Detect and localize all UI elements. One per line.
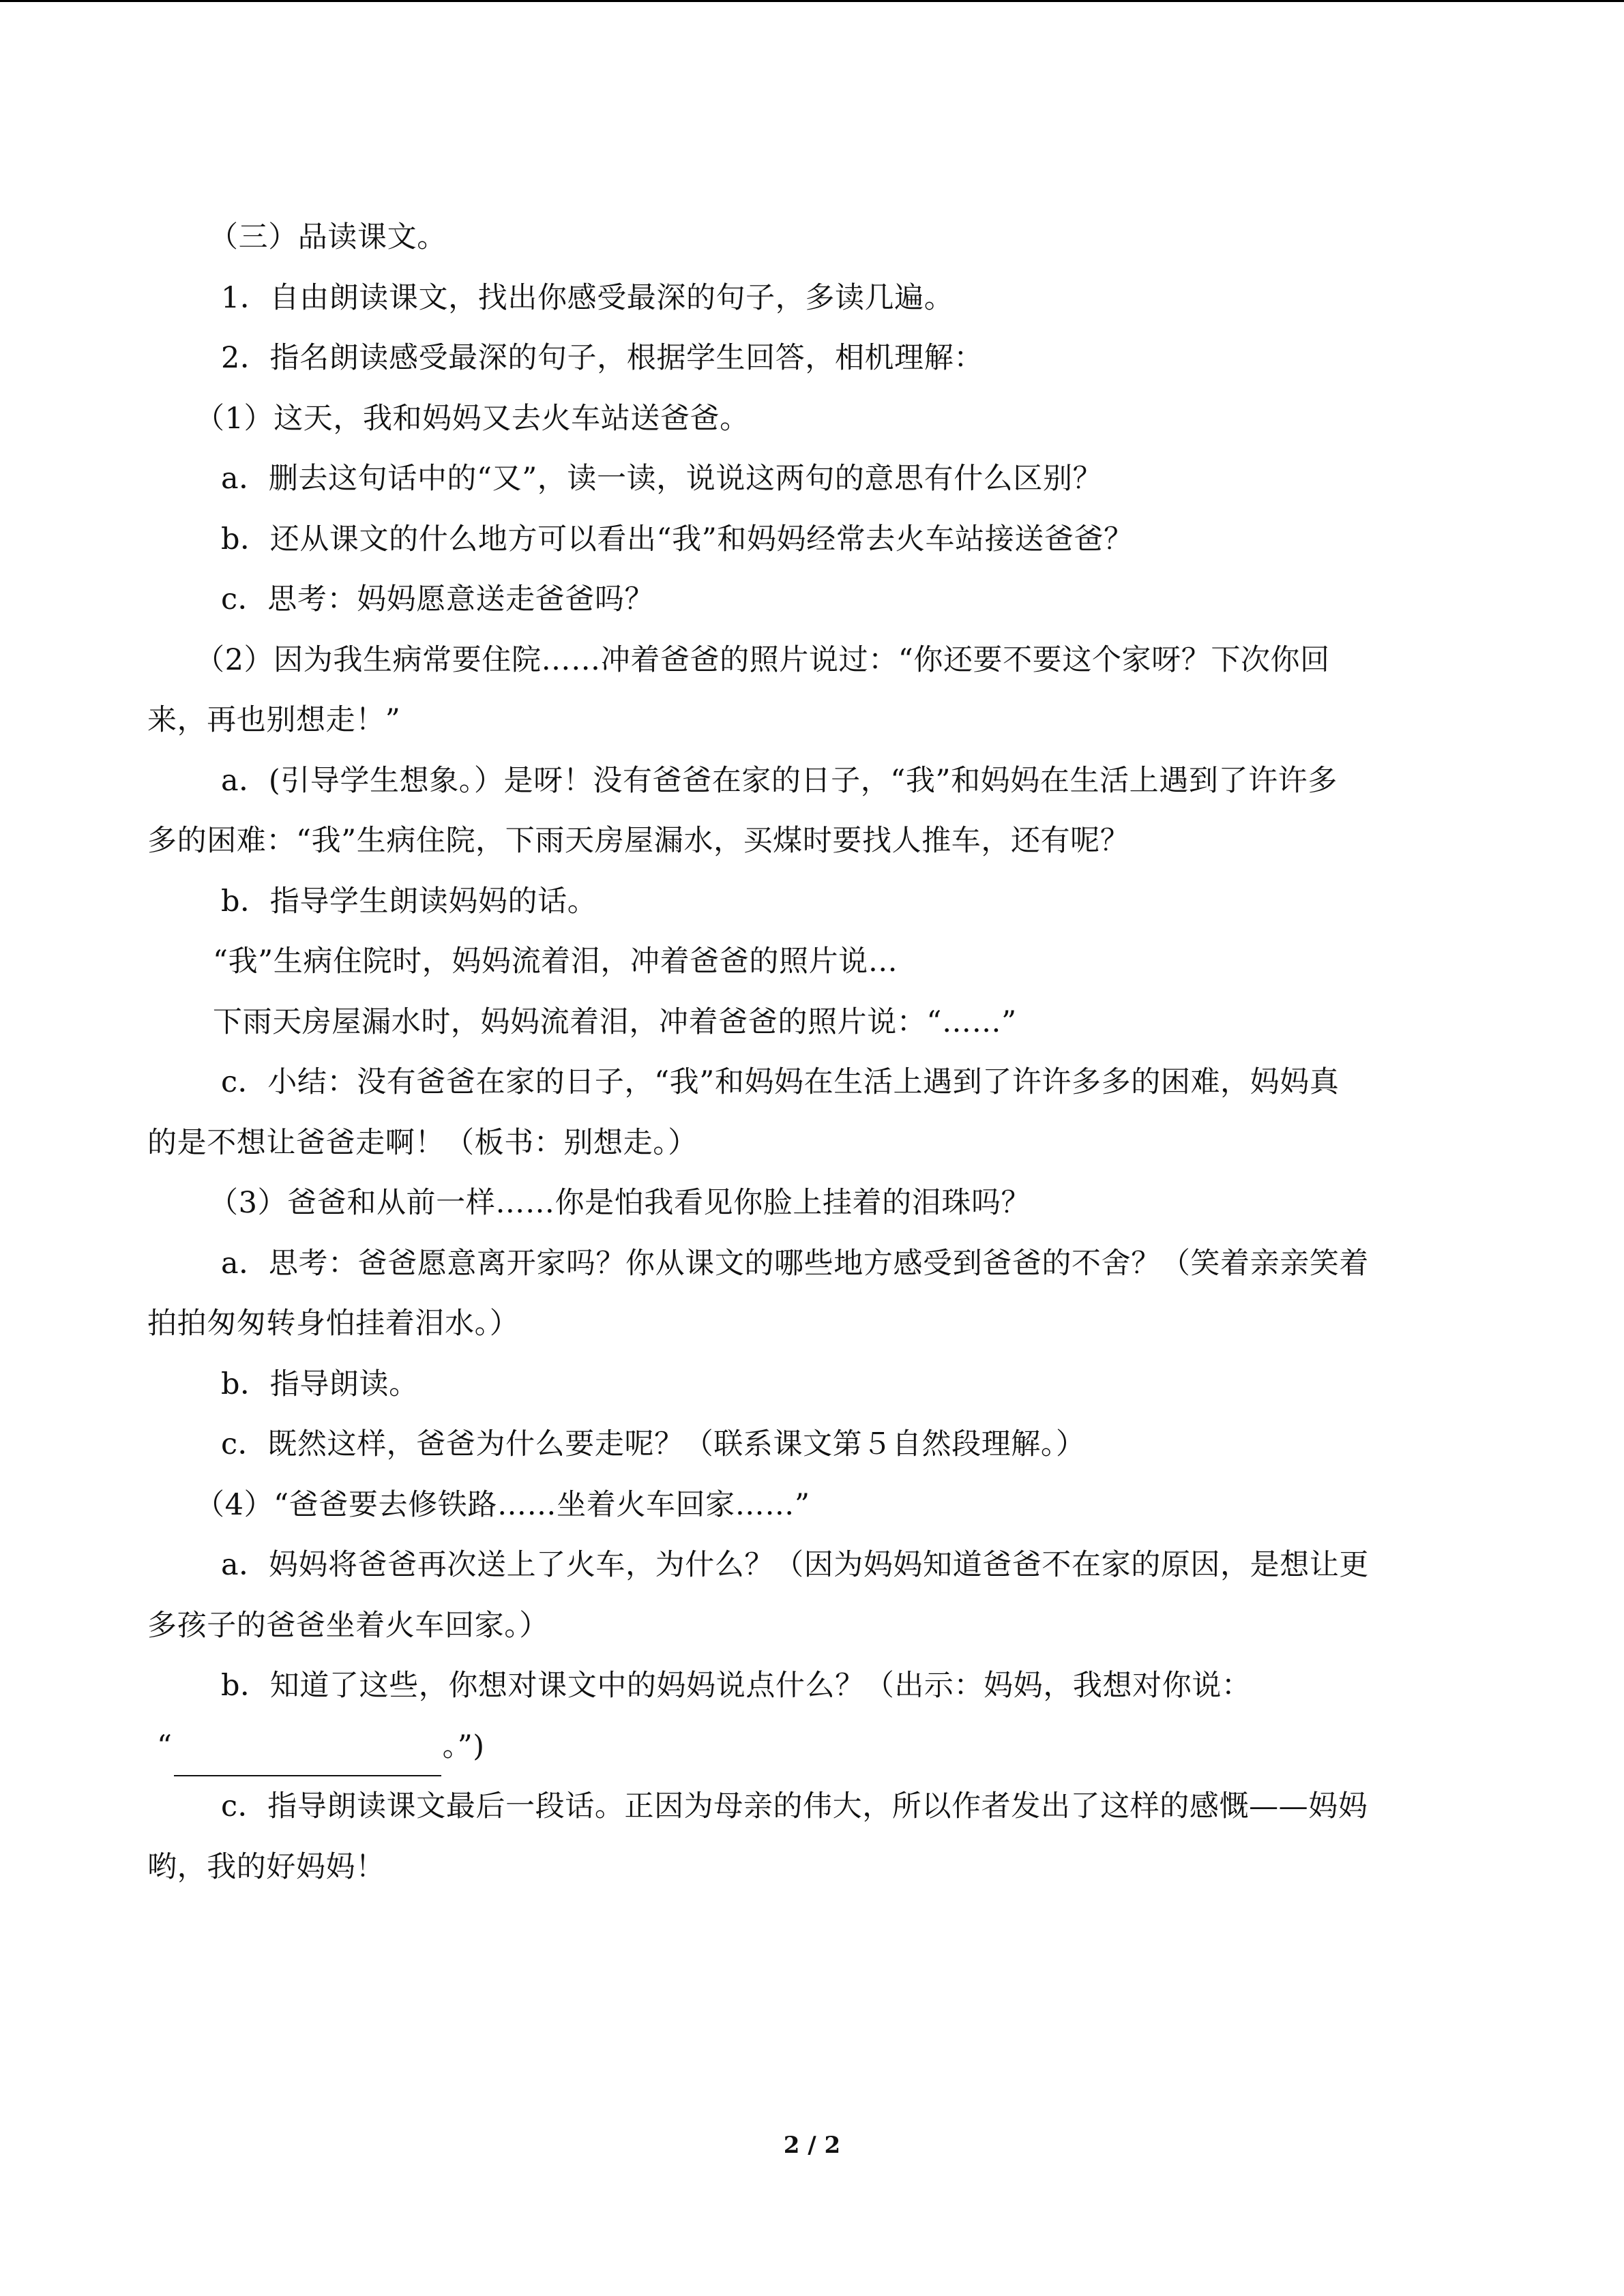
- paragraph-line: 多的困难：“我”生病住院，下雨天房屋漏水，买煤时要找人推车，还有呢？: [147, 824, 1130, 858]
- paragraph-line: （4）“爸爸要去修铁路……坐着火车回家……”: [195, 1487, 810, 1522]
- paragraph-line: 来，再也别想走！”: [147, 703, 401, 737]
- open-quote: “: [157, 1729, 173, 1763]
- paragraph-line: c．既然这样，爸爸为什么要走呢？（联系课文第５自然段理解。）: [221, 1427, 1086, 1461]
- fill-in-blank-line: [147, 1716, 1477, 1777]
- paragraph-line: 下雨天房屋漏水时，妈妈流着泪，冲着爸爸的照片说：“……”: [213, 1004, 1017, 1039]
- paragraph-line: b．知道了这些，你想对课文中的妈妈说点什么？（出示：妈妈，我想对你说：: [221, 1669, 1252, 1703]
- top-border-line: [0, 0, 1624, 2]
- paragraph-line: 哟，我的好妈妈！: [147, 1849, 385, 1884]
- answer-blank: [174, 1744, 441, 1776]
- paragraph-line: 1．自由朗读课文，找出你感受最深的句子，多读几遍。: [221, 280, 954, 315]
- paragraph-line: c．思考：妈妈愿意送走爸爸吗？: [221, 582, 655, 616]
- document-body: [147, 207, 1477, 1897]
- paragraph-line: （3）爸爸和从前一样……你是怕我看见你脸上挂着的泪珠吗？: [209, 1186, 1031, 1220]
- paragraph-line: （2）因为我生病常要住院……冲着爸爸的照片说过：“你还要不要这个家呀？下次你回: [195, 642, 1330, 677]
- paragraph-line: b．指导学生朗读妈妈的话。: [221, 884, 597, 919]
- paragraph-line: c．小结：没有爸爸在家的日子，“我”和妈妈在生活上遇到了许许多多的困难，妈妈真: [221, 1065, 1340, 1099]
- paragraph-line: 多孩子的爸爸坐着火车回家。）: [147, 1608, 549, 1643]
- paragraph-line: 2．指名朗读感受最深的句子，根据学生回答，相机理解：: [221, 341, 984, 375]
- paragraph-line: “我”生病住院时，妈妈流着泪，冲着爸爸的照片说…: [213, 944, 898, 979]
- close-quote: 。”): [442, 1729, 485, 1763]
- page-number: 2 / 2: [783, 2132, 841, 2159]
- paragraph-line: 的是不想让爸爸走啊！（板书：别想走。）: [147, 1125, 698, 1160]
- paragraph-line: a．妈妈将爸爸再次送上了火车，为什么？（因为妈妈知道爸爸不在家的原因，是想让更: [221, 1548, 1370, 1582]
- paragraph-line: a．思考：爸爸愿意离开家吗？你从课文的哪些地方感受到爸爸的不舍？（笑着亲亲笑着: [221, 1246, 1370, 1281]
- paragraph-line: b．指导朗读。: [221, 1367, 419, 1401]
- paragraph-line: 拍拍匆匆转身怕挂着泪水。）: [147, 1307, 520, 1341]
- paragraph-line: a．删去这句话中的“又”，读一读，说说这两句的意思有什么区别？: [221, 462, 1103, 496]
- section-heading: （三）品读课文。: [209, 220, 447, 254]
- paragraph-line: （1）这天，我和妈妈又去火车站送爸爸。: [195, 401, 750, 436]
- paragraph-line: c．指导朗读课文最后一段话。正因为母亲的伟大，所以作者发出了这样的感慨——妈妈: [221, 1789, 1368, 1823]
- paragraph-line: b．还从课文的什么地方可以看出“我”和妈妈经常去火车站接送爸爸？: [221, 522, 1134, 556]
- paragraph-line: a．(引导学生想象。）是呀！没有爸爸在家的日子，“我”和妈妈在生活上遇到了许许多: [221, 763, 1338, 798]
